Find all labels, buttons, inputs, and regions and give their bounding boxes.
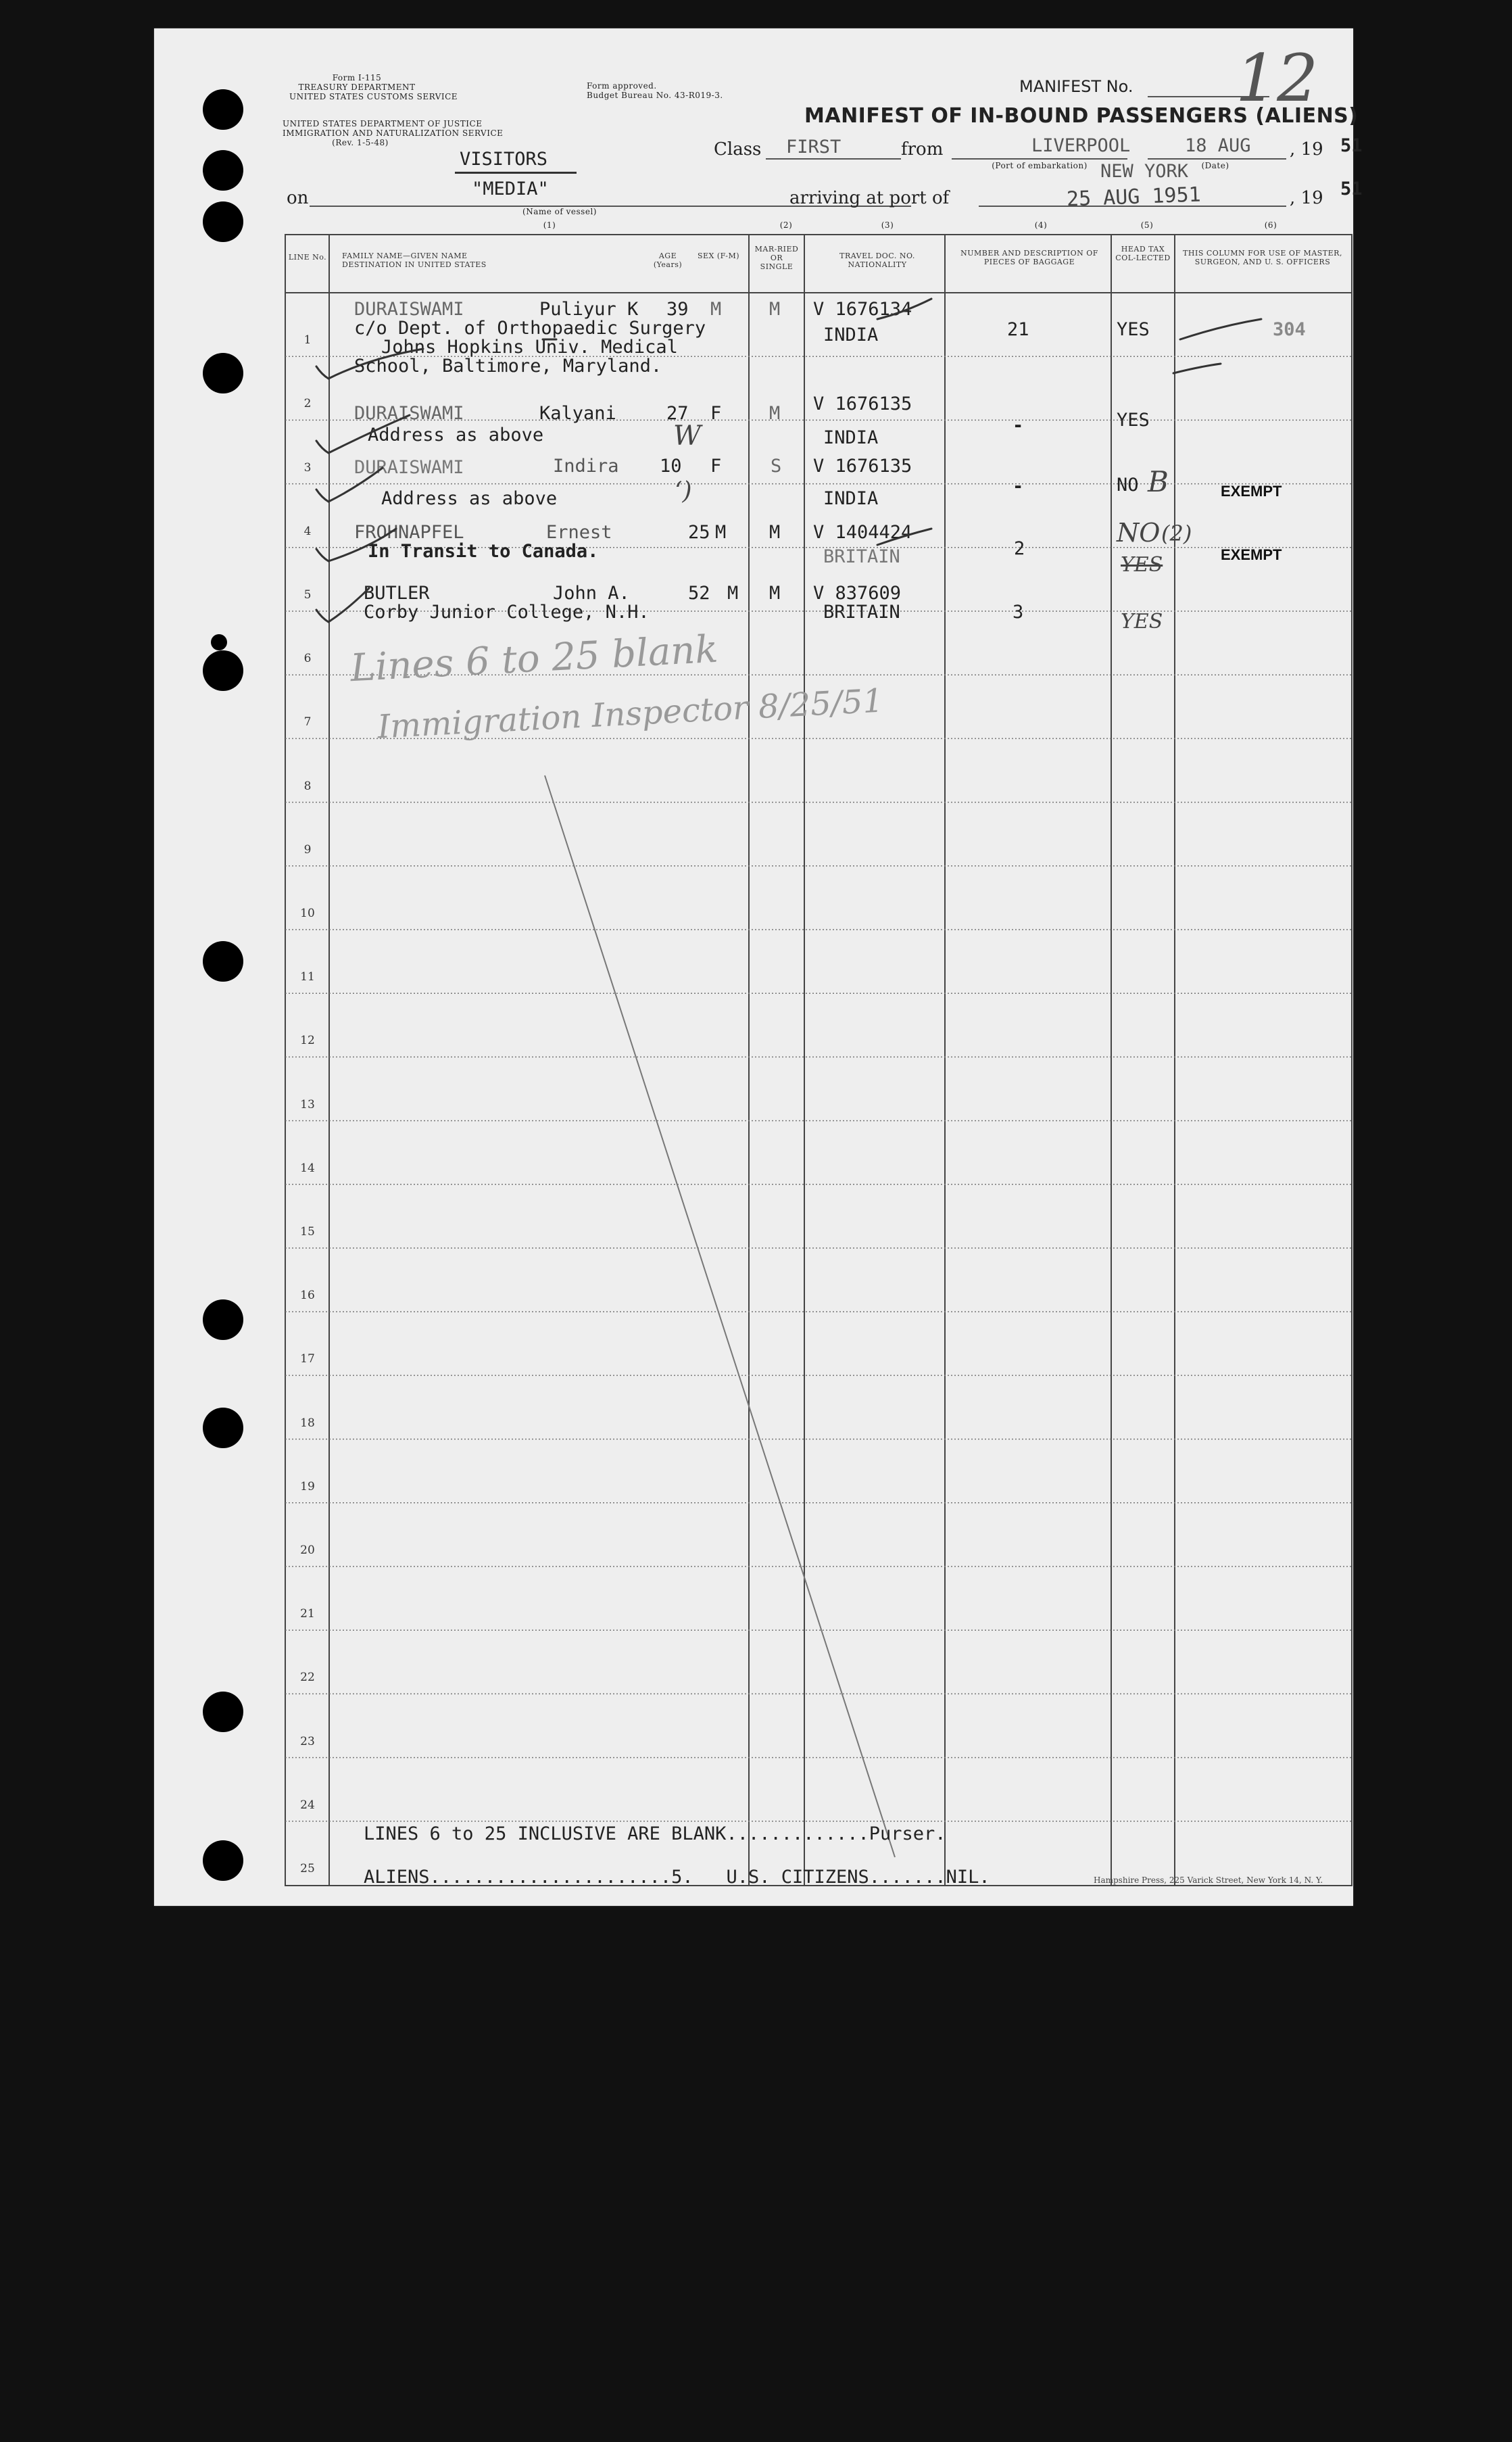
embark-port-value: LIVERPOOL — [1031, 135, 1131, 156]
line-number: 8 — [303, 779, 312, 793]
p3-travel-doc: V 1676135 — [813, 456, 912, 477]
budget-bureau: Budget Bureau No. 43-R019-3. — [587, 91, 723, 100]
year-value: 51 — [1340, 135, 1363, 156]
line-number: 9 — [303, 842, 312, 857]
class-label: Class — [714, 139, 762, 160]
p1-sex: M — [710, 299, 722, 320]
p5-travel-doc: V 837609 — [813, 583, 902, 604]
p3-dest-line1: Address as above — [381, 488, 558, 509]
p4-baggage-shown: 2 — [1014, 538, 1025, 559]
arriving-label: arriving at port of — [789, 188, 950, 208]
on-label: on — [287, 188, 309, 208]
arrival-port-value: NEW YORK — [1100, 161, 1189, 182]
p4-mark-2: (2) — [1161, 521, 1192, 546]
line-number: 4 — [303, 524, 312, 538]
year2-prefix: , 19 — [1290, 188, 1323, 208]
col-head-head-tax: HEAD TAX COL-LECTED — [1115, 245, 1171, 262]
pencil-tick-tax1 — [1180, 319, 1261, 339]
p4-officer-exempt: EXEMPT — [1221, 546, 1282, 563]
col-head-sex: SEX (F-M) — [697, 252, 740, 260]
col-number-5: (5) — [1140, 220, 1154, 230]
col-head-name: FAMILY NAME—GIVEN NAME DESTINATION IN UNITED STATES — [342, 252, 487, 269]
line-number: 12 — [300, 1034, 315, 1048]
line-number: 21 — [300, 1607, 315, 1621]
p5-age: 52 — [688, 583, 710, 604]
pencil-tick-doc1 — [877, 299, 931, 319]
line-number: 20 — [300, 1543, 315, 1557]
p1-family-name: DURAISWAMI — [354, 299, 464, 320]
cancel-line — [545, 775, 895, 1857]
pencil-tick-tax1b — [1173, 364, 1221, 373]
ins-label: IMMIGRATION AND NATURALIZATION SERVICE — [283, 128, 504, 138]
date-value: 18 AUG — [1185, 135, 1251, 156]
p3-officer-exempt: EXEMPT — [1221, 483, 1282, 500]
p2-sex: F — [710, 403, 722, 424]
p1-age: 39 — [666, 299, 689, 320]
citizens-label: U.S. CITIZENS — [726, 1867, 869, 1888]
p5-nationality: BRITAIN — [823, 602, 900, 623]
p4-nationality: BRITAIN — [823, 546, 900, 567]
col-head-marital: MAR-RIED OR SINGLE — [754, 245, 799, 271]
year2-value: 51 — [1340, 178, 1363, 199]
p5-marital: M — [769, 583, 781, 604]
line-number: 23 — [300, 1734, 315, 1748]
footer-dots: ............. — [726, 1823, 869, 1844]
p2-dest-line1: Address as above — [368, 425, 544, 446]
p5-sex: M — [727, 583, 739, 604]
line-number: 2 — [303, 397, 312, 411]
p3-sex: F — [710, 456, 722, 477]
line-number: 14 — [300, 1161, 315, 1175]
line-number: 1 — [303, 333, 312, 348]
citizens-dots: ....... — [869, 1867, 946, 1888]
p4-head-tax: NO — [1117, 518, 1161, 548]
line-number: 11 — [300, 970, 315, 984]
manifest-no-value: 12 — [1236, 41, 1319, 116]
p2-marital: M — [769, 403, 781, 424]
handwritten-note-inspector: Immigration Inspector 8/25/51 — [376, 681, 885, 746]
p2-head-tax: YES — [1117, 410, 1150, 431]
line-number: 19 — [300, 1479, 315, 1493]
line-number: 6 — [303, 652, 312, 666]
p1-marital: M — [769, 299, 781, 320]
p1-baggage: 21 — [1007, 319, 1029, 340]
p4-family-name: FROHNAPFEL — [354, 522, 464, 543]
p3-baggage: - — [1013, 476, 1024, 497]
checkmark-p3 — [316, 468, 383, 502]
year2-prefix-text: 19 — [1300, 188, 1323, 208]
p5-given-name: John A. — [553, 583, 630, 604]
checkmark-p4 — [316, 529, 396, 561]
p2-mark-w: W — [673, 421, 702, 452]
p4-travel-doc: V 1404424 — [813, 522, 912, 543]
checkmark-p1 — [316, 349, 423, 379]
col-number-4: (4) — [1034, 220, 1048, 230]
col-head-officers: THIS COLUMN FOR USE OF MASTER, SURGEON, AND U. S. OFFICERS — [1183, 249, 1342, 266]
p1-head-tax: YES — [1117, 319, 1150, 340]
line-number: 22 — [300, 1671, 315, 1685]
year-prefix: , 19 — [1290, 139, 1323, 160]
checkmark-p2 — [316, 415, 410, 453]
year-prefix-text: 19 — [1300, 139, 1323, 160]
p3-age: 10 — [660, 456, 682, 477]
form-number: Form I-115 — [332, 73, 382, 82]
p3-nationality: INDIA — [823, 488, 879, 509]
col-number-6: (6) — [1264, 220, 1277, 230]
printer-credit: Hampshire Press, 225 Varick Street, New York 14, N. Y. — [1094, 1875, 1323, 1885]
line-number: 17 — [300, 1352, 315, 1366]
footer-blank-text: LINES 6 to 25 INCLUSIVE ARE BLANK — [364, 1823, 727, 1844]
line-number: 10 — [300, 907, 315, 920]
customs-service: UNITED STATES CUSTOMS SERVICE — [289, 92, 458, 101]
footer-blank-lines — [364, 1823, 946, 1844]
class-value: FIRST — [786, 137, 842, 158]
visitors-label: VISITORS — [460, 149, 548, 170]
arrival-date-stamp: 25 AUG 1951 — [1066, 183, 1202, 212]
doj-label: UNITED STATES DEPARTMENT OF JUSTICE — [283, 119, 483, 128]
treasury-dept: TREASURY DEPARTMENT — [298, 82, 416, 92]
p1-nationality: INDIA — [823, 325, 879, 345]
p1-travel-doc: V 1676134 — [813, 299, 912, 320]
handwritten-note-blank: Lines 6 to 25 blank — [349, 627, 719, 691]
p4-dest-line1: In Transit to Canada. — [368, 541, 599, 562]
vessel-caption: (Name of vessel) — [522, 207, 597, 216]
p4-given-name: Ernest — [546, 522, 612, 543]
col-number-3: (3) — [881, 220, 894, 230]
line-number: 25 — [300, 1862, 315, 1875]
aliens-label: ALIENS — [364, 1867, 430, 1888]
p3-mark-b: B — [1148, 465, 1169, 498]
manifest-title: MANIFEST OF IN-BOUND PASSENGERS (ALIENS) — [804, 104, 1359, 128]
line-number: 3 — [303, 460, 312, 475]
pencil-tick-doc4 — [877, 529, 931, 545]
p3-mark: ‘) — [675, 477, 692, 505]
p3-family-name: DURAISWAMI — [354, 457, 464, 478]
p2-given-name: Kalyani — [539, 403, 616, 424]
aliens-value: 5. — [671, 1867, 693, 1888]
p2-family-name: DURAISWAMI — [354, 403, 464, 424]
p1-dest-line2: Johns Hopkins Univ. Medical — [381, 337, 678, 358]
p1-dest-line1: c/o Dept. of Orthopaedic Surgery — [354, 318, 706, 339]
col-head-age: AGE (Years) — [653, 252, 683, 269]
vessel-value: "MEDIA" — [472, 178, 549, 199]
p1-dest-line3: School, Baltimore, Maryland. — [354, 356, 662, 377]
manifest-no-label: MANIFEST No. — [1019, 77, 1133, 96]
citizens-value: NIL. — [946, 1867, 990, 1888]
p2-travel-doc: V 1676135 — [813, 393, 912, 414]
line-number: 16 — [300, 1289, 315, 1303]
p2-nationality: INDIA — [823, 427, 879, 448]
line-number: 24 — [300, 1798, 315, 1812]
p4-head-tax-struck: YES — [1121, 553, 1163, 577]
from-label: from — [901, 139, 944, 160]
p1-given-name: Puliyur K — [539, 299, 639, 320]
p3-given-name: Indira — [553, 456, 619, 477]
rev-label: (Rev. 1-5-48) — [332, 138, 389, 147]
p3-marital: S — [771, 456, 782, 477]
p4-age: 25 — [688, 522, 710, 543]
embark-port-caption: (Port of embarkation) — [992, 161, 1088, 170]
p2-baggage: - — [1013, 415, 1024, 436]
date-caption: (Date) — [1201, 161, 1229, 170]
line-number: 5 — [303, 588, 312, 602]
p5-family-name: BUTLER — [364, 583, 430, 604]
p2-age: 27 — [666, 403, 689, 424]
p4-sex: M — [715, 522, 727, 543]
p5-dest-line1: Corby Junior College, N.H. — [364, 602, 650, 623]
pencil-marks — [154, 28, 1353, 1906]
footer-purser: Purser. — [869, 1823, 946, 1844]
col-number-2: (2) — [779, 220, 793, 230]
p4-marital: M — [769, 522, 781, 543]
footer-totals — [364, 1867, 990, 1888]
manifest-page — [154, 28, 1363, 1906]
aliens-dots: ...................... — [429, 1867, 672, 1888]
line-number: 15 — [300, 1225, 315, 1239]
checkmark-p5 — [316, 588, 369, 622]
p1-officer-number: 304 — [1273, 319, 1306, 340]
p5-head-tax: YES — [1121, 610, 1163, 633]
col-head-travel-doc: TRAVEL DOC. NO. NATIONALITY — [839, 252, 915, 269]
col-head-line-no: LINE No. — [288, 253, 327, 262]
p3-head-tax: NO — [1117, 475, 1139, 496]
col-number-1: (1) — [543, 220, 556, 230]
line-number: 7 — [303, 715, 312, 729]
col-head-baggage: NUMBER AND DESCRIPTION OF PIECES OF BAGGAGE — [960, 249, 1098, 266]
line-number: 13 — [300, 1097, 315, 1111]
p5-baggage: 3 — [1013, 602, 1024, 623]
line-number: 18 — [300, 1416, 315, 1430]
form-approved: Form approved. — [587, 81, 657, 91]
